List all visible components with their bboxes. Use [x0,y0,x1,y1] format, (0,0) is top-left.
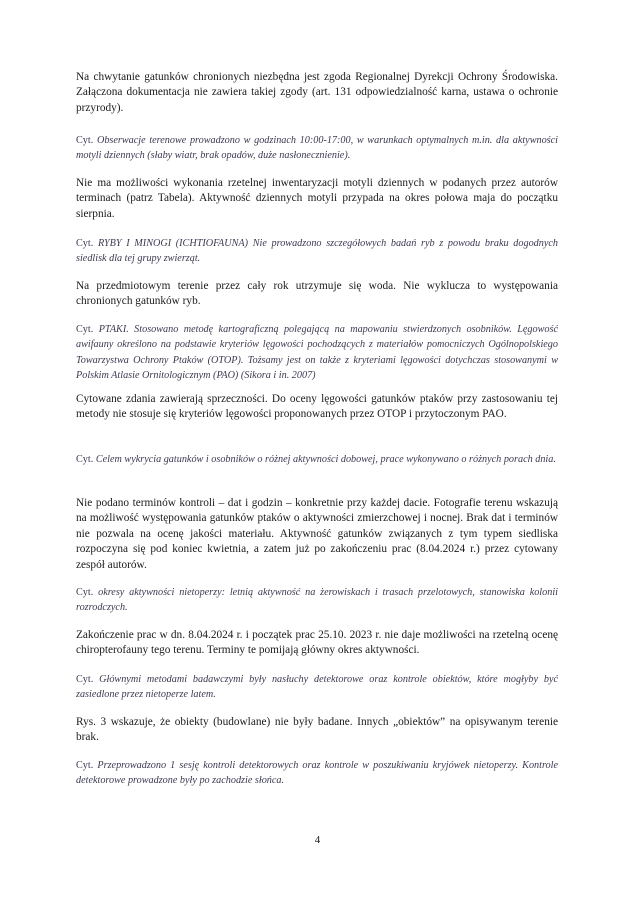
paragraph-contradictions: Cytowane zdania zawierają sprzeczności. Do oceny lęgowości gatunków ptaków przy zastosowaniu tej metody nie stosuje się kryteriów lęgowości proponowanych przez OTOP i przytoczonym PAO. [76,393,558,421]
quote-prefix: Cyt. [76,135,94,146]
quote-prefix: Cyt. [76,674,94,685]
paragraph-permit: Na chwytanie gatunków chronionych niezbędna jest zgoda Regionalnej Dyrekcji Ochrony Środowiska. Załączona dokumentacja nie zawiera takiej zgody (art. 131 odpowiedzialność karna, ustawa o ochronie przyrody). [76,71,558,114]
quote-text: Głównymi metodami badawczymi były nasłuchy detektorowe oraz kontrole obiektów, które mogłyby być zasiedlone przez nietoperze latem. [76,674,558,701]
quote-text: Przeprowadzono 1 sesję kontroli detektorowych oraz kontrole w poszukiwaniu kryjówek nietoperzy. Kontrole detektorowe prowadzone były po zachodzie słońca. [76,760,559,787]
quote-observations [76,133,558,164]
quote-text: okresy aktywności nietoperzy: letnią aktywność na żerowiskach i trasach przelotowych, stanowiska kolonii rozrodczych. [76,587,558,614]
paragraph-bats-dates: Zakończenie prac w dn. 8.04.2024 r. i początek prac 25.10. 2023 r. nie daje możliwości na rzetelną ocenę chiropterofauny tego terenu. Terminy te pomijają główny okres aktywności. [76,629,558,657]
quote-bats-methods [76,672,558,703]
quote-birds-method [76,322,558,384]
paragraph-water: Na przedmiotowym terenie przez cały rok utrzymuje się woda. Nie wyklucza to występowania chronionych gatunków ryb. [76,280,558,308]
quote-text: Obserwacje terenowe prowadzono w godzinach 10:00-17:00, w warunkach optymalnych m.in. dla aktywności motyli dziennych (słaby wiatr, brak opadów, duże nasłonecznienie). [76,135,559,162]
paragraph-butterflies: Nie ma możliwości wykonania rzetelnej inwentaryzacji motyli dziennych w podanych przez autorów terminach (patrz Tabela). Aktywność dziennych motyli przypada na okres połowa maja do początku sierpnia. [76,177,558,220]
quote-text: Celem wykrycia gatunków i osobników o różnej aktywności dobowej, prace wykonywano o różnych porach dnia. [95,454,556,465]
quote-prefix: Cyt. [76,760,94,771]
quote-prefix: Cyt. [76,324,94,335]
quote-bats-periods [76,585,558,616]
quote-text: PTAKI. Stosowano metodę kartograficzną polegającą na mapowaniu stwierdzonych osobników. Lęgowość awifauny określono na podstawie kryteriów lęgowości pochodzących z materiałów pomocniczych Ogólnopolskiego Towarzystwa Ochrony Ptaków (OTOP). Tożsamy jest on także z kryteriami lęgowości dotychczas stosowanymi w Polskim Atlasie Ornitologicznym (PAO) (Sikora i in. 2007) [76,324,558,382]
paragraph-buildings: Rys. 3 wskazuje, że obiekty (budowlane) nie były badane. Innych „obiektów” na opisywanym terenie brak. [76,716,558,744]
paragraph-control-dates: Nie podano terminów kontroli – dat i godzin – konkretnie przy każdej dacie. Fotografie terenu wskazują na możliwość występowania gatunków ptaków o aktywności zmierzchowej i nocnej. Brak dat i terminów nie pozwala na ocenę jakości materiału. Aktywność gatunków związanych z tym typem siedliska rozpoczyna się pod koniec kwietnia, a zatem już po zakończeniu prac (8.04.2024 r.) przez cytowany zespół autorów. [76,497,558,571]
quote-prefix: Cyt. [76,238,94,249]
quote-prefix: Cyt. [76,587,94,598]
quote-activity [76,452,558,467]
quote-detector-sessions [76,758,558,789]
quote-fish [76,236,558,267]
page-number: 4 [314,834,321,846]
quote-text: RYBY I MINOGI (ICHTIOFAUNA) Nie prowadzono szczegółowych badań ryb z powodu braku dogodnych siedlisk dla tej grupy zwierząt. [76,238,558,265]
quote-prefix: Cyt. [76,454,94,465]
